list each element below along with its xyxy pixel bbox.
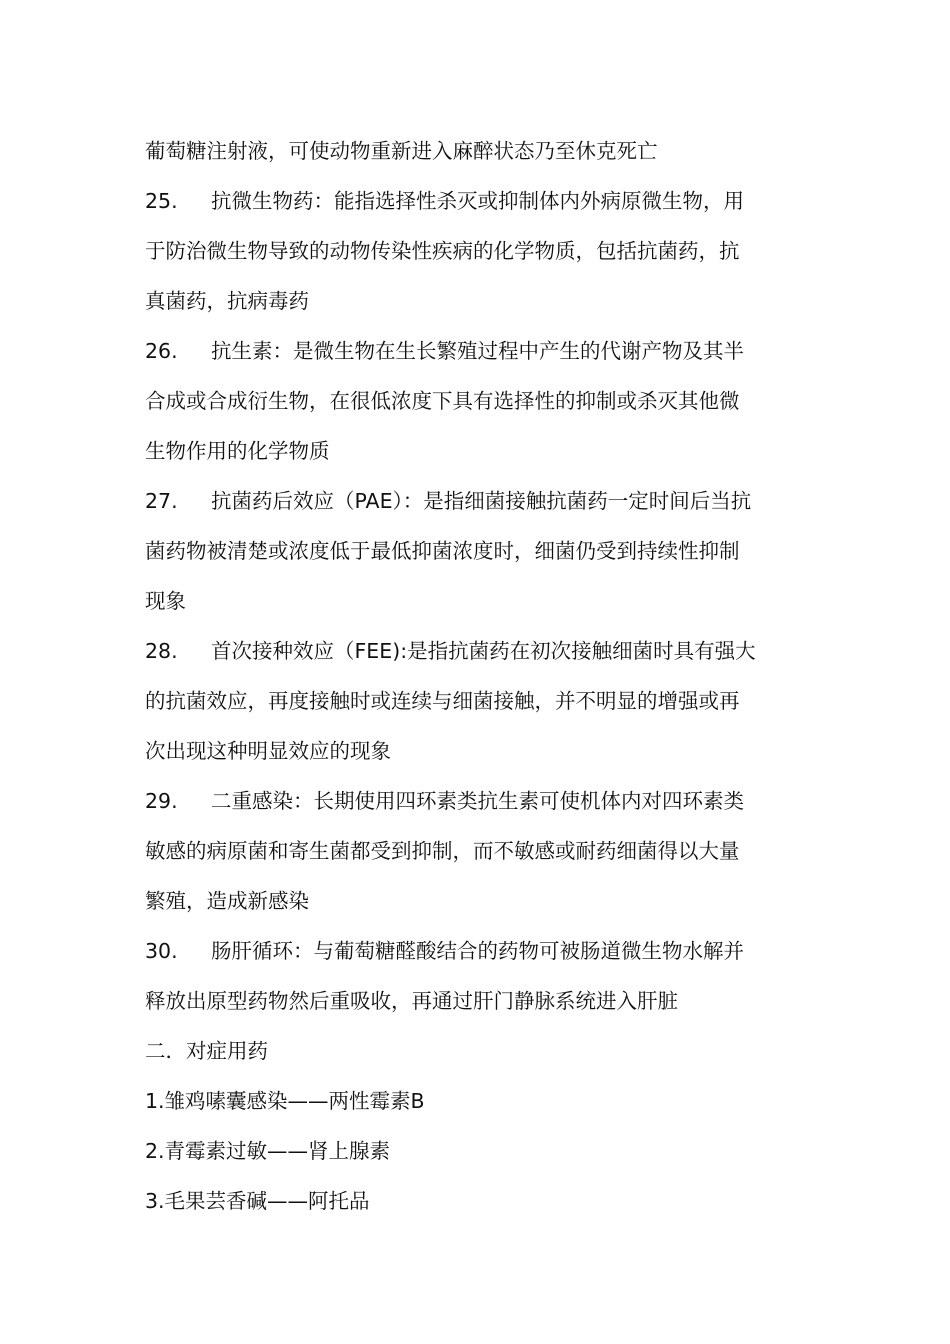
item-number: 28. bbox=[145, 639, 178, 663]
text-line bbox=[145, 576, 810, 626]
line-text: 首次接种效应（FEE):是指抗菌药在初次接触细菌时具有强大 bbox=[211, 639, 756, 663]
document-body bbox=[145, 126, 810, 1226]
item-number: 25. bbox=[145, 189, 178, 213]
line-text: 二重感染：长期使用四环素类抗生素可使机体内对四环素类 bbox=[211, 789, 744, 813]
line-text: 现象 bbox=[145, 589, 186, 613]
list-item bbox=[145, 1126, 810, 1176]
line-text: 合成或合成衍生物，在很低浓度下具有选择性的抑制或杀灭其他微 bbox=[145, 389, 740, 413]
text-line bbox=[145, 526, 810, 576]
text-line bbox=[145, 226, 810, 276]
text-line bbox=[145, 376, 810, 426]
definition-item-30 bbox=[145, 926, 810, 976]
line-text: 抗菌药后效应（PAE）：是指细菌接触抗菌药一定时间后当抗 bbox=[211, 489, 752, 513]
definition-item-29 bbox=[145, 776, 810, 826]
line-text: 葡萄糖注射液，可使动物重新进入麻醉状态乃至休克死亡 bbox=[145, 139, 658, 163]
line-text: 生物作用的化学物质 bbox=[145, 439, 330, 463]
item-number: 27. bbox=[145, 489, 178, 513]
text-line bbox=[145, 726, 810, 776]
line-text: 的抗菌效应，再度接触时或连续与细菌接触，并不明显的增强或再 bbox=[145, 689, 740, 713]
line-text: 抗微生物药：能指选择性杀灭或抑制体内外病原微生物，用 bbox=[211, 189, 744, 213]
item-number: 30. bbox=[145, 939, 178, 963]
section-heading bbox=[145, 1026, 810, 1076]
definition-item-27 bbox=[145, 476, 810, 526]
line-text: 菌药物被清楚或浓度低于最低抑菌浓度时，细菌仍受到持续性抑制 bbox=[145, 539, 740, 563]
line-text: 繁殖，造成新感染 bbox=[145, 889, 309, 913]
line-text: 肠肝循环：与葡萄糖醛酸结合的药物可被肠道微生物水解并 bbox=[211, 939, 744, 963]
definition-item-26 bbox=[145, 326, 810, 376]
item-number: 29. bbox=[145, 789, 178, 813]
definition-item-28 bbox=[145, 626, 810, 676]
text-line bbox=[145, 876, 810, 926]
definition-item-25 bbox=[145, 176, 810, 226]
line-text: 于防治微生物导致的动物传染性疾病的化学物质，包括抗菌药，抗 bbox=[145, 239, 740, 263]
text-line bbox=[145, 126, 810, 176]
line-text: 真菌药，抗病毒药 bbox=[145, 289, 309, 313]
text-line bbox=[145, 976, 810, 1026]
heading-text: 二．对症用药 bbox=[145, 1039, 268, 1063]
list-item bbox=[145, 1076, 810, 1126]
line-text: 抗生素：是微生物在生长繁殖过程中产生的代谢产物及其半 bbox=[211, 339, 744, 363]
text-line bbox=[145, 676, 810, 726]
line-text: 次出现这种明显效应的现象 bbox=[145, 739, 391, 763]
line-text: 释放出原型药物然后重吸收，再通过肝门静脉系统进入肝脏 bbox=[145, 989, 678, 1013]
item-number: 26. bbox=[145, 339, 178, 363]
line-text: 敏感的病原菌和寄生菌都受到抑制，而不敏感或耐药细菌得以大量 bbox=[145, 839, 740, 863]
text-line bbox=[145, 276, 810, 326]
line-text: 2.青霉素过敏——肾上腺素 bbox=[145, 1139, 391, 1163]
list-item bbox=[145, 1176, 810, 1226]
text-line bbox=[145, 826, 810, 876]
line-text: 3.毛果芸香碱——阿托品 bbox=[145, 1189, 370, 1213]
text-line bbox=[145, 426, 810, 476]
line-text: 1.雏鸡嗉囊感染——两性霉素B bbox=[145, 1089, 425, 1113]
